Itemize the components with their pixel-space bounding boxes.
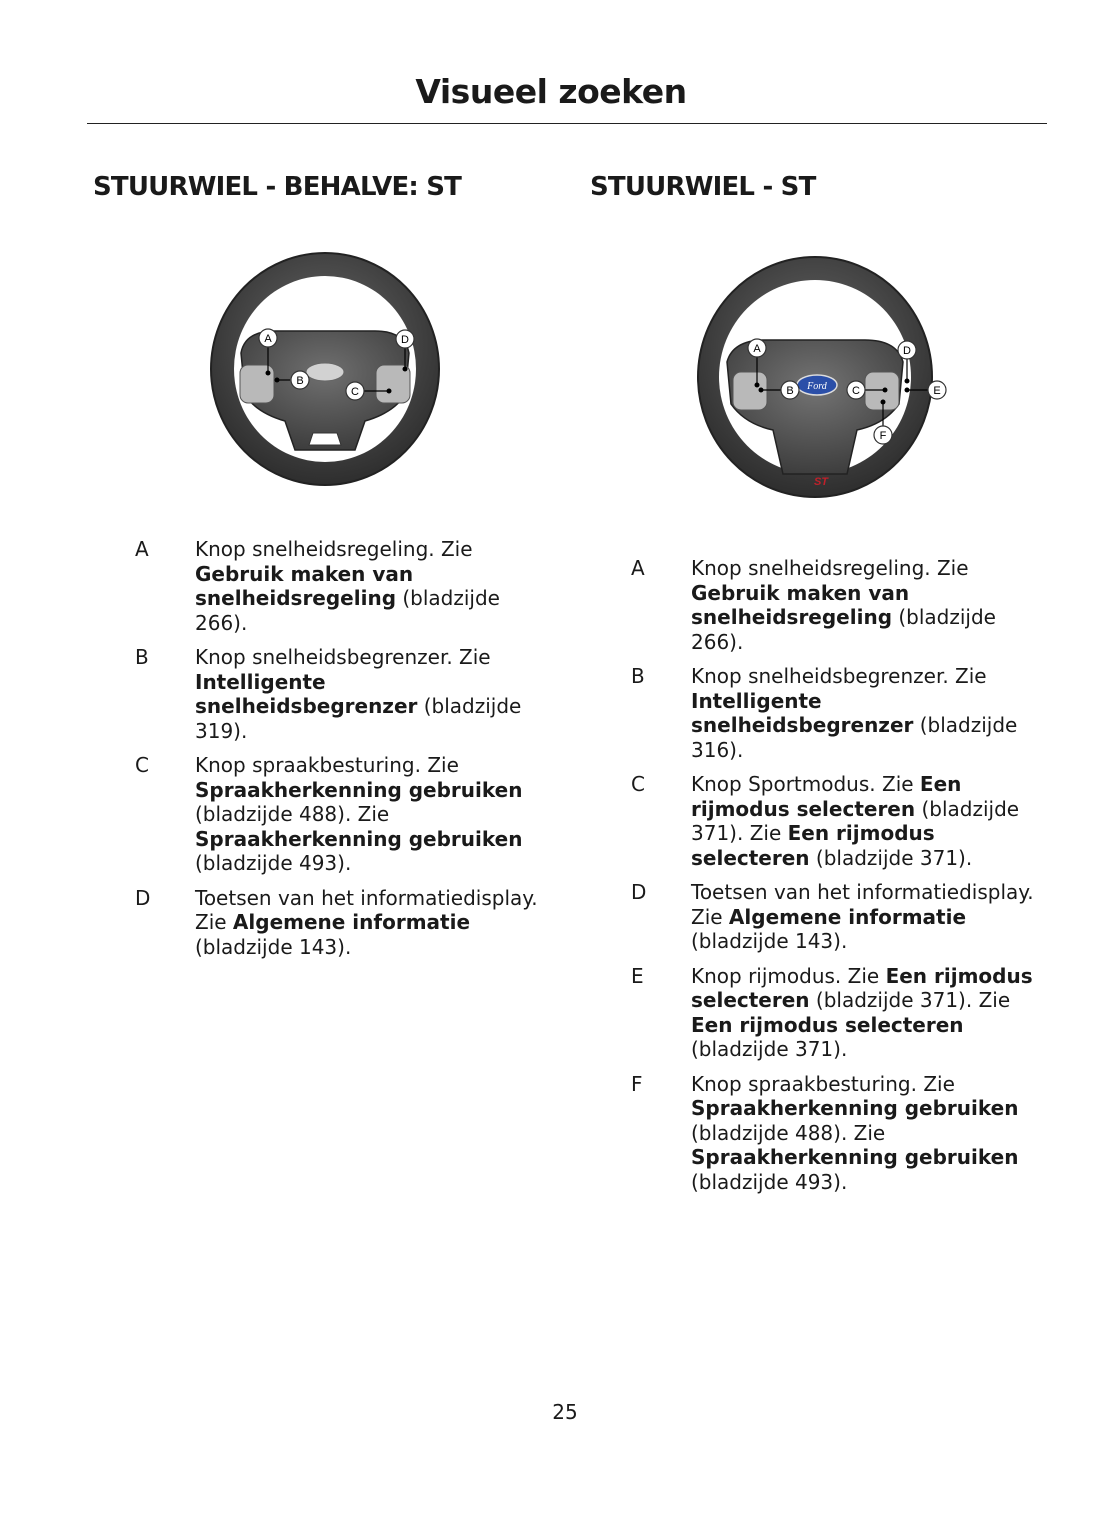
legend-letter: F: [631, 1071, 643, 1096]
steering-wheel-st-figure: [685, 252, 955, 502]
legend-item: [631, 1072, 1046, 1195]
legend-item: [631, 880, 1046, 954]
cross-reference: Intelligente snelheidsbegrenzer: [195, 669, 418, 718]
legend-letter: E: [631, 963, 644, 988]
legend-item: [631, 664, 1046, 762]
cross-reference: Een rijmodus selecteren: [691, 963, 1033, 1012]
page-number: 25: [552, 1400, 578, 1424]
legend-text: Knop spraakbesturing. Zie Spraakherkenning gebruiken (bladzijde 488). Zie Spraakherkenning gebruiken (bladzijde 493).: [195, 753, 523, 875]
callout-b: B: [296, 375, 304, 387]
legend-text: Knop snelheidsbegrenzer. Zie Intelligente snelheidsbegrenzer (bladzijde 319).: [195, 645, 522, 743]
section-heading-standard-wheel: STUURWIEL - BEHALVE: ST: [93, 172, 462, 202]
cross-reference: Gebruik maken van snelheidsregeling: [195, 561, 414, 610]
svg-text:ST: ST: [813, 476, 829, 488]
legend-text: Knop snelheidsregeling. Zie Gebruik maken van snelheidsregeling (bladzijde 266).: [691, 556, 996, 654]
legend-letter: D: [631, 880, 647, 904]
legend-list-standard: [135, 537, 545, 959]
legend-item: [135, 753, 545, 876]
callout-e: E: [933, 385, 941, 397]
page-title: Visueel zoeken: [415, 72, 687, 111]
legend-text: Knop Sportmodus. Zie Een rijmodus selecteren (bladzijde 371). Zie Een rijmodus selecteren (bladzijde 371).: [691, 772, 1020, 870]
legend-letter: A: [631, 556, 645, 580]
cross-reference: Algemene informatie: [232, 910, 471, 934]
cross-reference: Intelligente snelheidsbegrenzer: [691, 688, 914, 737]
svg-text:Ford: Ford: [807, 381, 827, 392]
cross-reference: Spraakherkenning gebruiken: [195, 777, 523, 802]
cross-reference: Gebruik maken van snelheidsregeling: [691, 580, 910, 629]
cross-reference: Algemene informatie: [728, 904, 967, 929]
title-divider: [87, 123, 1047, 124]
legend-letter: B: [135, 645, 149, 669]
cross-reference: Spraakherkenning gebruiken: [195, 826, 523, 851]
callout-b: B: [786, 385, 794, 397]
legend-item: [631, 772, 1046, 870]
legend-list-st: [631, 556, 1046, 1194]
legend-letter: D: [135, 885, 151, 910]
legend-text: Knop rijmodus. Zie Een rijmodus selecteren (bladzijde 371). Zie Een rijmodus selecteren (bladzijde 371).: [691, 963, 1033, 1061]
callout-f: F: [879, 430, 887, 442]
legend-item: [135, 537, 545, 635]
callout-a: A: [753, 343, 761, 355]
cross-reference: Een rijmodus selecteren: [691, 821, 935, 870]
cross-reference: Een rijmodus selecteren: [691, 772, 962, 821]
callout-a: A: [264, 333, 272, 345]
callout-c: C: [852, 385, 860, 397]
legend-item: [631, 964, 1046, 1062]
legend-letter: B: [631, 664, 645, 688]
section-heading-st-wheel: STUURWIEL - ST: [590, 172, 816, 202]
legend-item: [135, 645, 545, 743]
legend-letter: C: [135, 753, 149, 777]
legend-letter: A: [135, 537, 149, 561]
steering-wheel-standard-figure: [205, 245, 445, 490]
legend-text: Toetsen van het informatiedisplay. Zie Algemene informatie (bladzijde 143).: [195, 885, 538, 959]
legend-text: Knop snelheidsregeling. Zie Gebruik maken van snelheidsregeling (bladzijde 266).: [195, 537, 500, 635]
callout-d: D: [401, 334, 409, 346]
cross-reference: Een rijmodus selecteren: [691, 1012, 964, 1037]
cross-reference: Spraakherkenning gebruiken: [691, 1145, 1019, 1169]
legend-text: Knop spraakbesturing. Zie Spraakherkenning gebruiken (bladzijde 488). Zie Spraakherkenning gebruiken (bladzijde 493).: [691, 1071, 1019, 1194]
callout-d: D: [903, 345, 911, 357]
legend-item: [631, 556, 1046, 654]
callout-c: C: [351, 386, 359, 398]
legend-text: Toetsen van het informatiedisplay. Zie Algemene informatie (bladzijde 143).: [691, 880, 1034, 953]
legend-letter: C: [631, 772, 645, 796]
legend-item: [135, 886, 545, 960]
cross-reference: Spraakherkenning gebruiken: [691, 1096, 1019, 1120]
legend-text: Knop snelheidsbegrenzer. Zie Intelligente snelheidsbegrenzer (bladzijde 316).: [691, 664, 1018, 762]
